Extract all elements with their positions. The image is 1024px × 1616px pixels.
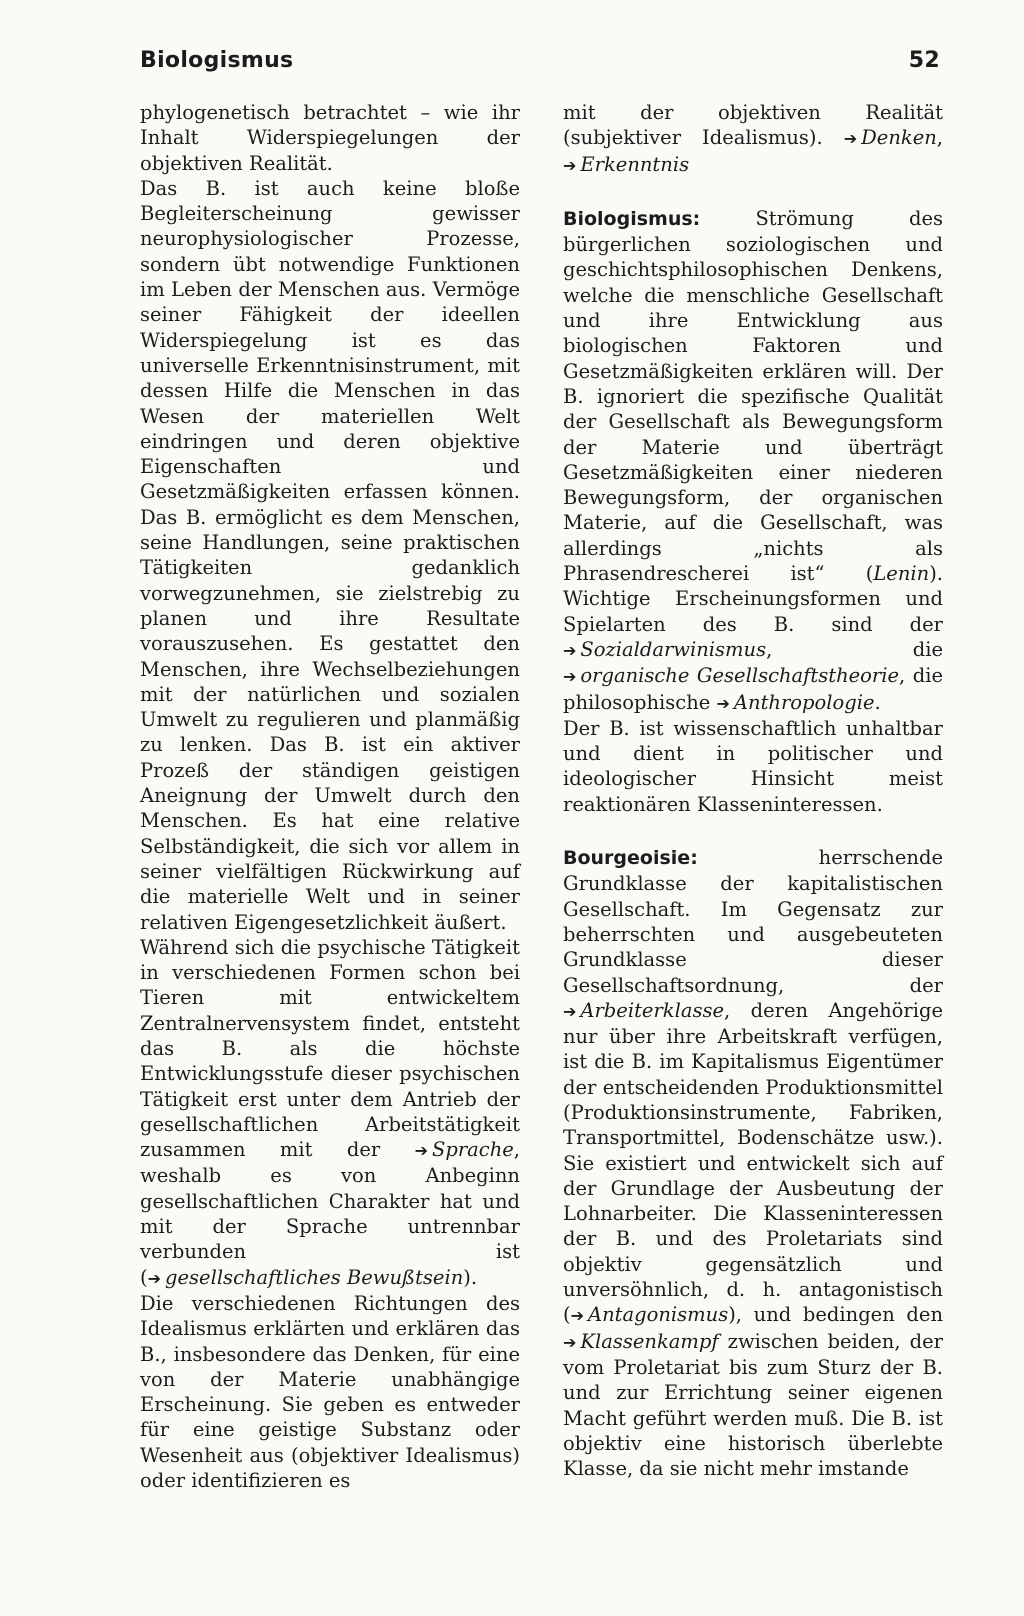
page-number: 52 [908, 48, 940, 73]
arrow-right-icon: ➔ [570, 1306, 585, 1326]
cross-reference-link[interactable]: ➔ Klassenkampf [563, 1329, 719, 1353]
separator: , [936, 126, 943, 150]
cross-reference-link[interactable]: ➔ Sprache [414, 1138, 514, 1162]
arrow-right-icon: ➔ [563, 1001, 577, 1021]
paragraph-text: ), und bedingen den [728, 1303, 943, 1327]
paragraph: Biologismus: Strömung des bürgerlichen soziologischen und geschichtsphilosophischen Denkens, welche die menschliche Gesellschaft und ihre Entwicklung aus biologischen Faktoren und Gesetzmäßigkeiten erklären will. Der B. ignoriert die spezifische Qualität der Gesellschaft als Bewegungsform der Materie und überträgt Gesetzmäßigkeiten einer niederen Bewegungsform, der organischen Materie, auf die Gesellschaft, was allerdings „nichts als Phrasendrescherei ist“ (Lenin). Wichtige Erscheinungsformen und Spielarten des B. sind der ➔ Sozialdarwinismus, die ➔ organische Gesellschaftstheorie, die philosophische ➔ Anthropologie. [563, 206, 943, 714]
arrow-right-icon: ➔ [414, 1141, 428, 1161]
paragraph [140, 935, 520, 1291]
paragraph-text: , die philosophische [563, 664, 943, 714]
paragraph-text: , deren Angehörige nur über ihre Arbeitskraft verfügen, ist die B. im Kapitalismus Eigentümer der entscheidenden Produktionsmittel (Produktionsinstrumente, Fabriken, Transportmittel, Bodenschätze usw.). Sie existiert und entwickelt sich auf der Grundlage der Ausbeutung der Lohnarbeiter. Die Klasseninteressen der B. und des Proletariats sind objektiv gegensätzlich und unversöhnlich, d. h. antagonistisch ( [563, 998, 943, 1327]
cross-reference-link[interactable]: ➔ Denken [843, 126, 937, 150]
paragraph: Die verschiedenen Richtungen des Idealismus erklärten und erklären das B., insbesondere das Denken, für eine von der Materie unabhängige Erscheinung. Sie geben es entweder für eine geistige Substanz oder Wesenheit aus (objektiver Idealismus) oder identifizieren es [140, 1291, 520, 1493]
paragraph-text: zwischen beiden, der vom Proletariat bis zum Sturz der B. und zur Errichtung seiner eigenen Macht geführt werden muß. Die B. ist objektiv eine historisch überlebte Klasse, da sie nicht mehr imstande [563, 1329, 943, 1481]
paragraph: Das B. ist auch keine bloße Begleiterscheinung gewisser neurophysiologischer Prozesse, sondern übt notwendige Funktionen im Leben der Menschen aus. Vermöge seiner Fähigkeit der ideellen Widerspiegelung ist es das universelle Erkenntnisinstrument, mit dessen Hilfe die Menschen in das Wesen der materiellen Welt eindringen und deren objektive Eigenschaften und Gesetzmäßigkeiten erfassen können. Das B. ermöglicht es dem Menschen, seine Handlungen, seine praktischen Tätigkeiten gedanklich vorwegzunehmen, sie zielstrebig zu planen und ihre Resultate vorauszusehen. Es gestattet den Menschen, ihre Wechselbeziehungen mit der natürlichen und sozialen Umwelt zu regulieren und planmäßig zu lenken. Das B. ist ein aktiver Prozeß der ständigen geistigen Aneignung der Umwelt durch den Menschen. Es hat eine relative Selbständigkeit, die sich vor allem in seiner vielfältigen Rückwirkung auf die materielle Welt und in seiner relativen Eigengesetzlichkeit äußert. [140, 176, 520, 934]
paragraph-text: ). Wichtige Erscheinungsformen und Spielarten des B. sind der [563, 562, 943, 636]
cross-reference-link[interactable]: ➔ Sozialdarwinismus [563, 637, 767, 661]
header-keyword: Biologismus [140, 48, 294, 73]
entry-term: Biologismus: [563, 207, 701, 230]
entry-term: Bourgeoisie: [563, 847, 698, 870]
cross-reference-link[interactable]: ➔ Erkenntnis [563, 152, 690, 176]
paragraph-text: herrschende Grundklasse der kapitalistischen Gesellschaft. Im Gegensatz zur beherrschten und ausgebeuteten Grundklasse dieser Gesellschaftsordnung, der [563, 846, 943, 997]
paragraph [563, 100, 943, 178]
paragraph-text: ). [463, 1265, 478, 1289]
right-column [563, 100, 943, 1481]
paragraph: phylogenetisch betrachtet – wie ihr Inhalt Widerspiegelungen der objektiven Realität. [140, 101, 520, 175]
paragraph-text: Strömung des bürgerlichen soziologischen und geschichtsphilosophischen Denkens, welche die menschliche Gesellschaft und ihre Entwicklung aus biologischen Faktoren und Gesetzmäßigkeiten erklären will. Der B. ignoriert die spezifische Qualität der Gesellschaft als Bewegungsform der Materie und überträgt Gesetzmäßigkeiten einer niederen Bewegungsform, der organischen Materie, auf die Gesellschaft, was allerdings „nichts als Phrasendrescherei ist“ ( [563, 206, 943, 586]
cross-reference-link[interactable]: ➔ Arbeiterklasse [563, 998, 724, 1022]
cross-reference-link[interactable]: ➔ gesellschaftliches Bewußtsein [147, 1265, 464, 1289]
running-header [140, 48, 940, 73]
paragraph [563, 845, 943, 1481]
paragraph-text: mit der objektiven Realität (subjektiver Idealismus). [563, 101, 943, 150]
cross-reference-link[interactable]: ➔ organische Gesellschaftstheorie [563, 664, 900, 688]
arrow-right-icon: ➔ [563, 640, 577, 660]
cross-reference-link[interactable]: ➔ Anthropologie [716, 690, 875, 714]
entry-bourgeoisie [563, 845, 943, 1481]
arrow-right-icon: ➔ [716, 693, 730, 713]
paragraph-text: , die [766, 637, 943, 661]
arrow-right-icon: ➔ [843, 129, 858, 149]
paragraph: Der B. ist wissenschaftlich unhaltbar und dient in politischer und ideologischer Hinsicht meist reaktionären Klasseninteressen. [563, 716, 943, 816]
arrow-right-icon: ➔ [563, 667, 577, 687]
cross-reference-link: Lenin [873, 562, 930, 586]
arrow-right-icon: ➔ [563, 155, 577, 175]
arrow-right-icon: ➔ [563, 1332, 577, 1352]
left-column [140, 100, 520, 1493]
paragraph-text: , weshalb es von Anbeginn gesellschaftlichen Charakter hat und mit der Sprache untrennbar verbunden ist ( [140, 1138, 520, 1289]
arrow-right-icon: ➔ [147, 1268, 162, 1288]
cross-reference-link[interactable]: ➔ Antagonismus [570, 1303, 729, 1327]
entry-biologismus [563, 206, 943, 817]
paragraph-text: Während sich die psychische Tätigkeit in verschiedenen Formen schon bei Tieren mit entwickeltem Zentralnervensystem findet, entsteht das B. als die höchste Entwicklungsstufe dieser psychischen Tätigkeit erst unter dem Antrieb der gesellschaftlichen Arbeitstätigkeit zusammen mit der [140, 935, 520, 1162]
